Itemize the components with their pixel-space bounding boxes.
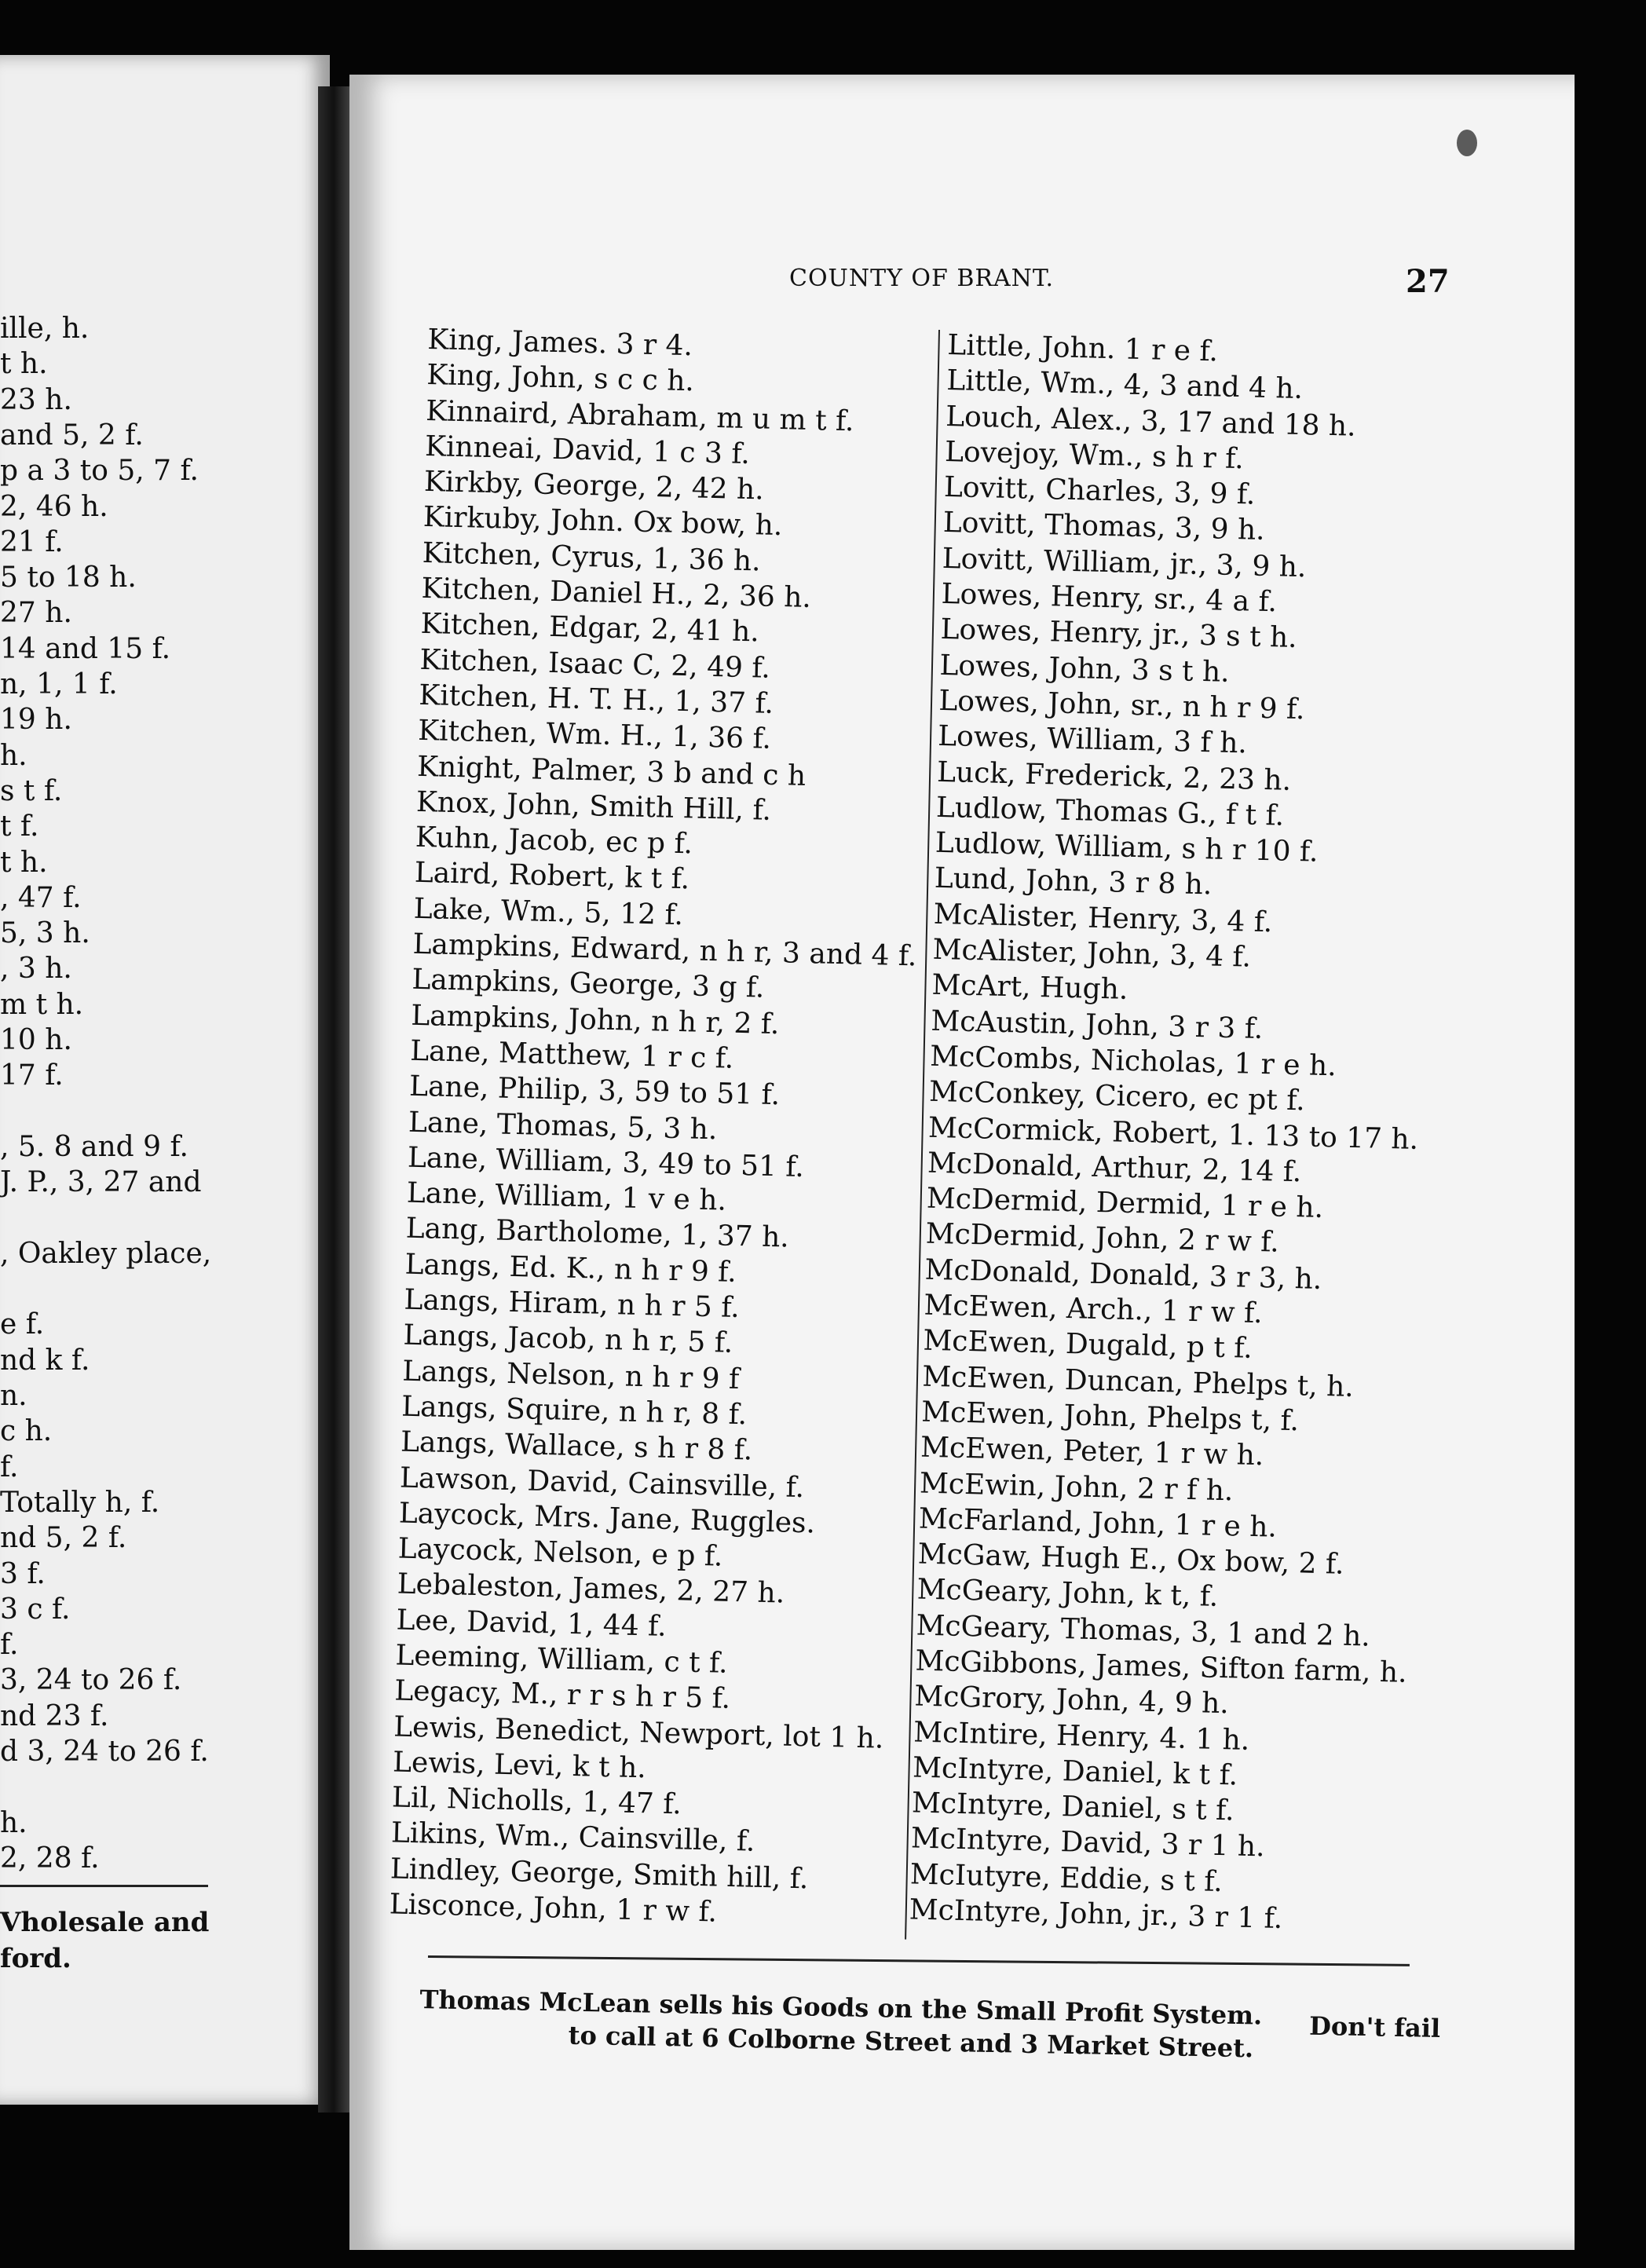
directory-entry: Lang, Bartholome, 1, 37 h. (405, 1213, 790, 1254)
directory-entry: Lake, Wm., 5, 12 f. (413, 892, 684, 931)
directory-entry: McGaw, Hugh E., Ox bow, 2 f. (917, 1538, 1344, 1581)
directory-entry: McIntyre, Daniel, s t f. (911, 1787, 1235, 1827)
directory-entry: Lund, John, 3 r 8 h. (934, 862, 1213, 902)
ink-smudge (1457, 130, 1477, 156)
left-page-line: s t f. (0, 774, 63, 807)
directory-entry: McEwen, Dugald, p t f. (922, 1324, 1253, 1366)
advertisement (419, 1983, 1440, 2069)
left-page-line: n. (0, 1380, 27, 1412)
directory-entry: Knight, Palmer, 3 b and c h (416, 750, 807, 792)
directory-entry: Lebaleston, James, 2, 27 h. (397, 1567, 785, 1610)
page-number: 27 (1406, 263, 1450, 300)
directory-entry: Lampkins, Edward, n h r, 3 and 4 f. (412, 927, 917, 973)
directory-entry: Kitchen, Cyrus, 1, 36 h. (422, 536, 762, 578)
directory-entry: McFarland, John, 1 r e h. (918, 1502, 1278, 1544)
directory-entry: Lee, David, 1, 44 f. (396, 1604, 668, 1643)
directory-entry: Langs, Squire, n h r, 8 f. (401, 1390, 748, 1432)
directory-entry: Lindley, George, Smith hill, f. (390, 1853, 809, 1896)
left-page-line: t h. (0, 846, 48, 879)
directory-entry: Kinneai, David, 1 c 3 f. (424, 430, 751, 470)
directory-entry: McCombs, Nicholas, 1 r e h. (929, 1040, 1337, 1083)
directory-entry: Langs, Ed. K., n h r 9 f. (404, 1248, 737, 1289)
directory-entry: Kirkby, George, 2, 42 h. (423, 466, 765, 507)
left-footer-rule (0, 1885, 208, 1887)
directory-entry: McEwin, John, 2 r f h. (919, 1467, 1234, 1507)
left-page-line: 3 f. (0, 1557, 46, 1590)
directory-entry: Lane, William, 1 v e h. (406, 1176, 727, 1217)
directory-entry: McCormick, Robert, 1. 13 to 17 h. (927, 1111, 1419, 1156)
directory-entry: Langs, Nelson, n h r 9 f (401, 1355, 740, 1396)
left-page-line: p a 3 to 5, 7 f. (0, 455, 199, 488)
left-page-line: 5, 3 h. (0, 917, 90, 950)
left-page-line: ille, h. (0, 313, 90, 345)
directory-entry: Ludlow, Thomas G., f t f. (935, 791, 1285, 832)
running-head: COUNTY OF BRANT. (789, 265, 1055, 292)
directory-entry: Lovitt, Charles, 3, 9 f. (943, 471, 1256, 511)
left-page-line: 23 h. (0, 383, 72, 416)
directory-entry: McGeary, John, k t, f. (916, 1573, 1219, 1614)
directory-entry: Lowes, Henry, jr., 3 s t h. (940, 613, 1298, 655)
directory-entry: Lane, Philip, 3, 59 to 51 f. (408, 1070, 781, 1112)
left-page-line: e f. (0, 1308, 45, 1341)
left-page (0, 55, 330, 2105)
left-page-line: d 3, 24 to 26 f. (0, 1736, 209, 1768)
right-page (349, 75, 1575, 2250)
directory-entry: Luck, Frederick, 2, 23 h. (936, 755, 1292, 797)
directory-entry: McEwen, Duncan, Phelps t, h. (921, 1360, 1355, 1403)
left-page-line: f. (0, 1629, 19, 1662)
left-page-line: J. P., 3, 27 and (0, 1166, 202, 1199)
directory-entry: Legacy, M., r r s h r 5 f. (393, 1674, 731, 1716)
left-footer-text: Vholesale and ford. (0, 1907, 210, 1974)
left-page-line: 27 h. (0, 597, 72, 630)
left-page-line: f. (0, 1450, 19, 1483)
left-page-line: h. (0, 739, 27, 772)
directory-entry: King, John, s c c h. (426, 359, 695, 398)
directory-entry: Kitchen, Edgar, 2, 41 h. (420, 608, 760, 649)
left-page-line: nd 5, 2 f. (0, 1522, 127, 1555)
directory-entry: Lowes, John, sr., n h r 9 f. (938, 684, 1305, 726)
directory-entry: McDermid, Dermid, 1 r e h. (926, 1182, 1324, 1225)
directory-entry: Lil, Nicholls, 1, 47 f. (391, 1781, 682, 1821)
left-page-line: 5 to 18 h. (0, 562, 137, 594)
left-page-line: , 5. 8 and 9 f. (0, 1130, 188, 1163)
directory-entry: Lovitt, William, jr., 3, 9 h. (942, 542, 1307, 584)
directory-entry: Knox, John, Smith Hill, f. (415, 785, 772, 827)
directory-entry: McGibbons, James, Sifton farm, h. (915, 1644, 1408, 1689)
left-page-line: nd k f. (0, 1344, 90, 1377)
left-page-line: , 47 f. (0, 881, 82, 914)
left-page-line: t h. (0, 348, 48, 381)
directory-entry: Kinnaird, Abraham, m u m t f. (425, 394, 855, 437)
left-page-line: Totally h, f. (0, 1486, 160, 1519)
left-page-line: 3, 24 to 26 f. (0, 1664, 182, 1697)
directory-entry: Lisconce, John, 1 r w f. (389, 1888, 718, 1929)
directory-entry: Lampkins, George, 3 g f. (412, 964, 765, 1005)
directory-entry: Langs, Hiram, n h r 5 f. (404, 1283, 741, 1325)
directory-entry: Kitchen, Daniel H., 2, 36 h. (421, 572, 812, 615)
directory-entry: McIntyre, John, jr., 3 r 1 f. (909, 1893, 1283, 1936)
advertisement-line-2: to call at 6 Colborne Street and 3 Market Street. (568, 2020, 1254, 2064)
directory-entry: Laycock, Nelson, e p f. (397, 1532, 723, 1573)
directory-entry: Lovitt, Thomas, 3, 9 h. (942, 507, 1266, 547)
directory-entry: Laycock, Mrs. Jane, Ruggles. (398, 1497, 816, 1540)
directory-entry: Kirkuby, John. Ox bow, h. (422, 501, 783, 543)
left-page-line: 2, 28 f. (0, 1842, 100, 1875)
directory-entry: Louch, Alex., 3, 17 and 18 h. (945, 400, 1357, 443)
directory-entry: Lane, William, 3, 49 to 51 f. (407, 1141, 805, 1183)
left-page-line: and 5, 2 f. (0, 419, 144, 452)
left-page-line: n, 1, 1 f. (0, 668, 118, 701)
left-page-line: 2, 46 h. (0, 490, 108, 523)
left-page-line: 17 f. (0, 1059, 64, 1092)
directory-entry: Lowes, Henry, sr., 4 a f. (941, 577, 1278, 619)
left-page-line: c h. (0, 1415, 53, 1448)
directory-entry: McEwen, John, Phelps t, f. (920, 1396, 1300, 1438)
footer-rule (428, 1955, 1410, 1966)
left-page-line: 14 and 15 f. (0, 632, 171, 665)
advertisement-tail: Don't fail (1308, 2010, 1441, 2043)
directory-entry: McDonald, Arthur, 2, 14 f. (927, 1147, 1302, 1189)
directory-entry: McArt, Hugh. (931, 969, 1128, 1007)
directory-entry: McDonald, Donald, 3 r 3, h. (924, 1253, 1322, 1296)
advertisement-line-1: Thomas McLean sells his Goods on the Small Profit System. (419, 1984, 1263, 2031)
directory-entry: McIutyre, Eddie, s t f. (909, 1858, 1224, 1898)
left-page-line: , Oakley place, (0, 1237, 212, 1270)
directory-entry: Kitchen, Isaac C, 2, 49 f. (419, 643, 771, 685)
left-page-line: nd 23 f. (0, 1699, 109, 1732)
directory-entry: Lewis, Levi, k t h. (392, 1746, 647, 1785)
directory-entry: Lampkins, John, n h r, 2 f. (410, 999, 780, 1041)
directory-entry: Kuhn, Jacob, ec p f. (415, 821, 693, 861)
directory-entry: Langs, Jacob, n h r, 5 f. (402, 1319, 733, 1360)
directory-entry: McIntyre, David, 3 r 1 h. (910, 1822, 1266, 1864)
left-page-line: , 3 h. (0, 953, 72, 986)
directory-entry: Lane, Thomas, 5, 3 h. (408, 1106, 718, 1146)
directory-entry: Lawson, David, Cainsville, f. (399, 1461, 805, 1504)
directory-entry: McIntire, Henry, 4. 1 h. (913, 1716, 1250, 1757)
directory-entry: Lane, Matthew, 1 r c f. (409, 1034, 734, 1075)
directory-entry: Laird, Robert, k t f. (414, 857, 690, 896)
directory-entry: Little, John. 1 r e f. (946, 328, 1219, 368)
directory-entry: Likins, Wm., Cainsville, f. (390, 1816, 755, 1859)
directory-column-left (389, 322, 932, 1934)
directory-entry: McDermid, John, 2 r w f. (925, 1218, 1280, 1260)
directory-entry: McAlister, John, 3, 4 f. (932, 933, 1252, 974)
directory-entry: Kitchen, H. T. H., 1, 37 f. (418, 679, 774, 720)
directory-entry: Lowes, John, 3 s t h. (938, 649, 1231, 689)
directory-entry: McAlister, Henry, 3, 4 f. (933, 898, 1273, 939)
left-page-line: t f. (0, 810, 39, 843)
directory-entry: Leeming, William, c t f. (395, 1639, 729, 1680)
directory-entry: Ludlow, William, s h r 10 f. (935, 826, 1319, 869)
directory-column-right (909, 327, 1439, 1940)
directory-entry: McConkey, Cicero, ec pt f. (928, 1075, 1306, 1118)
left-page-line: 3 c f. (0, 1593, 71, 1626)
directory-entry: Kitchen, Wm. H., 1, 36 f. (417, 715, 772, 756)
left-page-line: m t h. (0, 988, 84, 1021)
directory-entry: McGrory, John, 4, 9 h. (913, 1680, 1230, 1721)
directory-entry: McIntyre, Daniel, k t f. (912, 1751, 1238, 1792)
directory-entry: McGeary, Thomas, 3, 1 and 2 h. (916, 1609, 1371, 1653)
left-page-line: 19 h. (0, 704, 72, 737)
directory-entry: Lovejoy, Wm., s h r f. (944, 435, 1245, 476)
directory-entry: Lowes, William, 3 f h. (937, 720, 1248, 760)
directory-entry: Lewis, Benedict, Newport, lot 1 h. (393, 1710, 884, 1755)
directory-entry: King, James. 3 r 4. (426, 323, 693, 363)
left-page-line: h. (0, 1806, 27, 1839)
left-page-line: 21 f. (0, 525, 64, 558)
directory-entry: McEwen, Arch., 1 r w f. (924, 1289, 1264, 1330)
directory-entry: Langs, Wallace, s h r 8 f. (400, 1425, 753, 1467)
directory-entry: Little, Wm., 4, 3 and 4 h. (946, 364, 1304, 406)
left-page-line: 10 h. (0, 1024, 72, 1056)
directory-entry: McAustin, John, 3 r 3 f. (930, 1004, 1264, 1045)
directory-entry: McEwen, Peter, 1 r w h. (920, 1431, 1264, 1472)
